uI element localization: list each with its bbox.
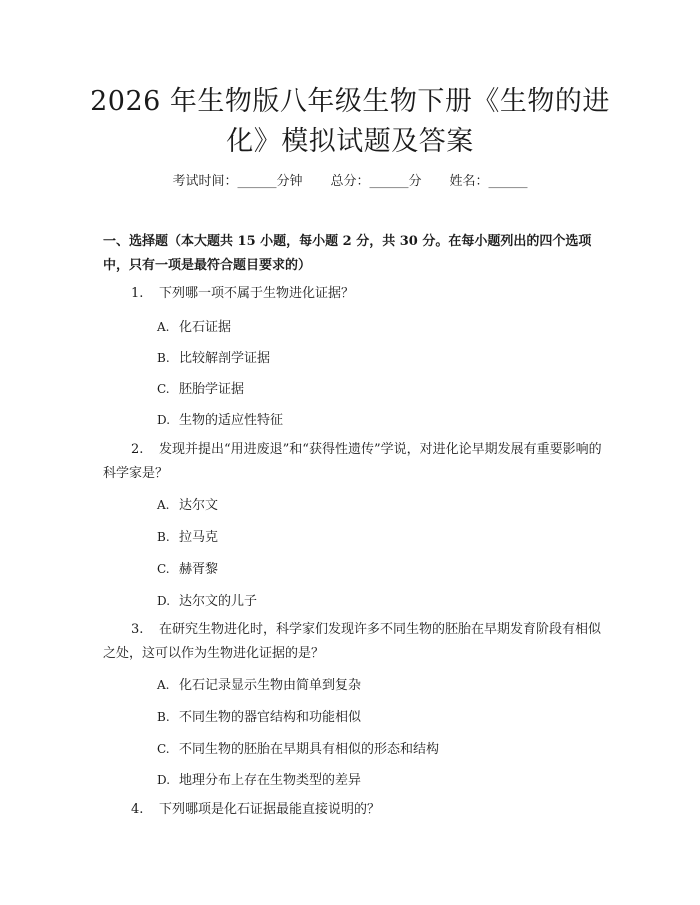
option-letter: B. xyxy=(157,710,170,724)
option-3a xyxy=(157,674,361,693)
option-2c xyxy=(157,558,218,577)
option-text: 不同生物的胚胎在早期具有相似的形态和结构 xyxy=(179,742,440,757)
option-1d xyxy=(157,409,283,428)
question-number: 4. xyxy=(131,802,144,817)
title-line-1: 2026 年生物版八年级生物下册《生物的进 xyxy=(90,86,610,117)
option-letter: C. xyxy=(157,382,170,396)
option-letter: D. xyxy=(157,413,171,427)
option-2b xyxy=(157,526,218,545)
option-letter: C. xyxy=(157,562,170,576)
option-3d xyxy=(157,769,361,788)
page-title xyxy=(60,82,640,162)
option-3b xyxy=(157,706,361,725)
option-1c xyxy=(157,378,244,397)
question-text: 下列哪项是化石证据最能直接说明的？ xyxy=(159,802,381,817)
option-text: 地理分布上存在生物类型的差异 xyxy=(179,773,362,788)
option-text: 比较解剖学证据 xyxy=(179,351,271,366)
question-text: 发现并提出“用进废退”和“获得性遗传”学说，对进化论早期发展有重要影响的科学家是？ xyxy=(103,442,602,481)
option-letter: D. xyxy=(157,773,171,787)
option-text: 不同生物的器官结构和功能相似 xyxy=(179,710,362,725)
option-letter: A. xyxy=(157,320,170,334)
option-letter: B. xyxy=(157,351,170,365)
option-letter: B. xyxy=(157,530,170,544)
option-text: 胚胎学证据 xyxy=(179,382,245,397)
option-text: 达尔文 xyxy=(179,498,219,513)
question-number: 2. xyxy=(131,442,144,457)
title-line-2: 化》模拟试题及答案 xyxy=(226,126,474,157)
option-1a xyxy=(157,316,231,335)
option-text: 生物的适应性特征 xyxy=(179,413,284,428)
option-2a xyxy=(157,494,218,513)
exam-time: 考试时间：______分钟 xyxy=(172,174,303,189)
option-text: 达尔文的儿子 xyxy=(179,594,258,609)
option-2d xyxy=(157,590,257,609)
option-text: 化石证据 xyxy=(179,320,232,335)
total-score: 总分：______分 xyxy=(330,174,422,189)
question-text: 下列哪一项不属于生物进化证据？ xyxy=(159,286,355,301)
exam-meta xyxy=(0,170,700,189)
student-name: 姓名：______ xyxy=(449,174,528,189)
option-letter: D. xyxy=(157,594,171,608)
option-3c xyxy=(157,738,439,757)
option-text: 赫胥黎 xyxy=(179,562,219,577)
question-number: 3. xyxy=(131,622,144,637)
option-text: 化石记录显示生物由简单到复杂 xyxy=(179,678,362,693)
option-letter: A. xyxy=(157,498,170,512)
option-1b xyxy=(157,347,270,366)
question-text: 在研究生物进化时，科学家们发现许多不同生物的胚胎在早期发育阶段有相似之处，这可以作为生物进化证据的是？ xyxy=(103,622,602,661)
section-heading: 一、选择题（本大题共 15 小题，每小题 2 分，共 30 分。在每小题列出的四个选项中，只有一项是最符合题目要求的） xyxy=(103,234,592,273)
question-number: 1. xyxy=(131,286,144,301)
option-letter: C. xyxy=(157,742,170,756)
option-letter: A. xyxy=(157,678,170,692)
option-text: 拉马克 xyxy=(179,530,219,545)
